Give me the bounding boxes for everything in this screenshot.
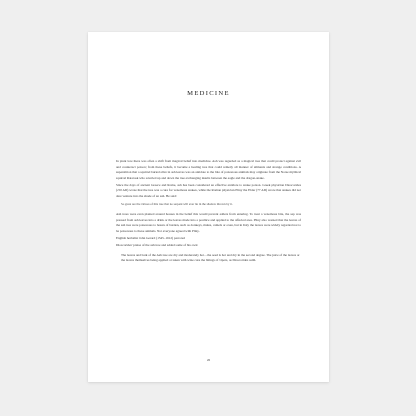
book-page <box>88 32 329 382</box>
page-number: 26 <box>206 358 211 362</box>
paragraph: Ash trees were even planted around houses in the belief this would prevent adders from entering. To treat a venomous bite, the sap was pressed from ash leaves into a drink or the leaves made into a poultice and applied to the affected area. Pliny also warned that the leaves of the ash tree were poisonous to beasts of burden, such as donkeys, mules, camels or oxen, but in Italy the leaves were widely regarded not to be poisonous to these animals. Not everyone agreed with Pliny. <box>116 212 301 233</box>
chapter-title: MEDICINE <box>187 90 230 97</box>
paragraph: In plant lore there was often a shift from magical belief into medicine. Ash was regarded as a magical tree that could protect against evil and counteract poison; from these beliefs, it became a healing tree that could remedy all manner of ailments and strange conditions. A superstition that a squirrel buried alive in ash leaves was an antidote to the bite of poisonous animals may originate from the Norse mythical squirrel Ratatosk who scurried up and down the tree exchanging insults between the eagle and the dragon-snake. <box>116 159 301 180</box>
epigraph: So great are the virtues of this tree that no serpent will ever lie in the shadow thrown by it. <box>121 202 233 207</box>
paragraph: English herbalist John Gerard (1545–1612) parroted <box>116 236 185 241</box>
body-text <box>116 159 301 264</box>
paragraph: Since the days of ancient Greece and Rome, ash has been considered an effective antidote to snake poison. Greek physician Dioscorides (c50 AD) wrote that the tree was a cure for venomous snakes, while the Roman physician Pliny the Elder (77 AD) wrote that snakes did not dare venture into the shade of an ash. He said: <box>116 182 301 198</box>
paragraph: Dioscorides' praise of the ash tree and added some of his own: <box>116 243 199 248</box>
block-quote: The leaves and bark of the Ash tree are dry and moderately hot…the seed is hot and dry in the second degree. The juice of the leaves or the leaves themselves being applied or taken with wine cure the bitings of vipers, as Dioscorides saith. <box>121 252 300 263</box>
